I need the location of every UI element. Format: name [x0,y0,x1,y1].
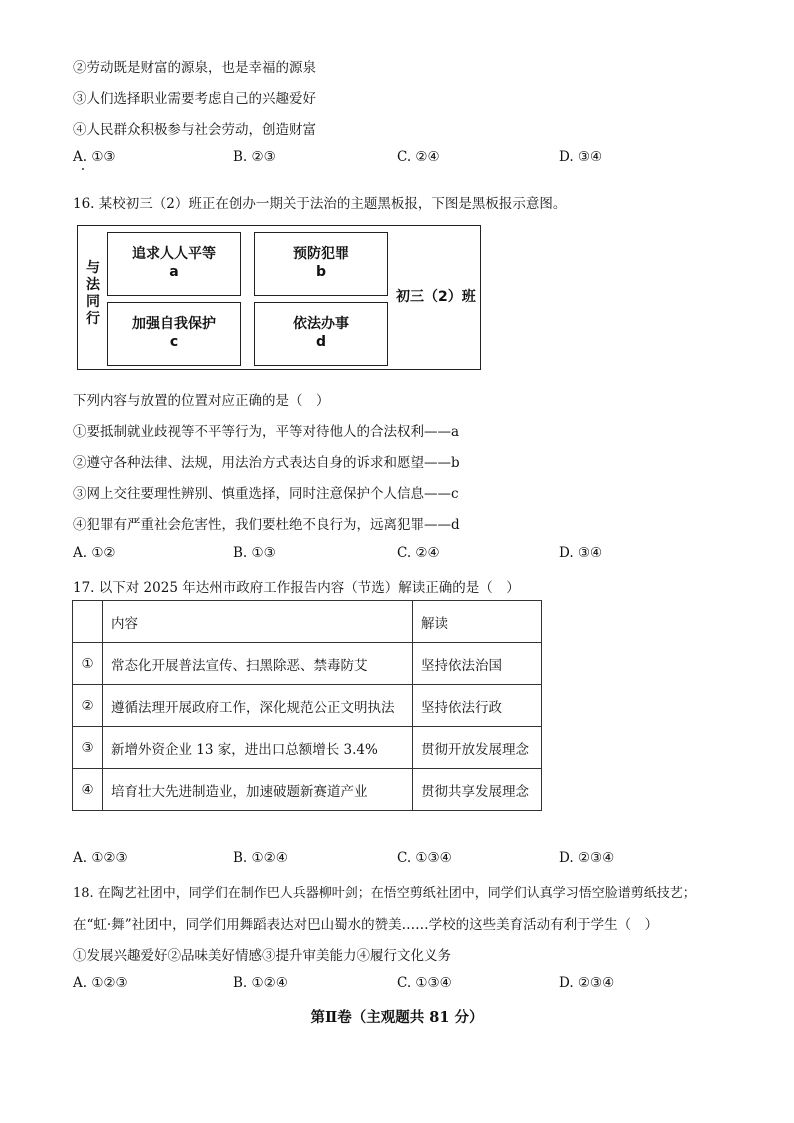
q15-option-c[interactable]: C. ②④ [397,149,440,165]
board-cell-key: c [169,334,179,350]
q16-option-b[interactable]: B. ①③ [233,545,276,561]
blackboard-diagram [77,225,481,370]
report-table [72,600,542,811]
q15-item-2: ②劳动既是财富的源泉，也是幸福的源泉 [73,60,316,76]
row-num: ④ [73,769,103,811]
q15-options [73,149,723,169]
row-interp: 贯彻开放发展理念 [413,727,542,769]
q18-option-c[interactable]: C. ①③④ [397,975,452,991]
q16-item-3: ③网上交往要理性辨别、慎重选择，同时注意保护个人信息——c [73,486,459,502]
board-title-char: 行 [86,311,100,327]
q15-option-d[interactable]: D. ③④ [559,149,603,165]
board-cell-d [254,302,388,366]
q17-option-a[interactable]: A. ①②③ [73,850,128,866]
board-cell-title: 预防犯罪 [293,246,349,262]
table-row [73,643,542,685]
board-cell-title: 依法办事 [293,316,349,332]
q16-option-a[interactable]: A. ①② [73,545,116,561]
row-interp: 坚持依法治国 [413,643,542,685]
row-content: 遵循法理开展政府工作，深化规范公正文明执法 [103,685,413,727]
board-cell-a [107,232,241,296]
row-content: 培育壮大先进制造业，加速破题新赛道产业 [103,769,413,811]
q15-option-a[interactable]: A. ①③ [73,149,116,165]
row-num: ③ [73,727,103,769]
row-interp: 坚持依法行政 [413,685,542,727]
q16-option-d[interactable]: D. ③④ [559,545,603,561]
q18-items: ①发展兴趣爱好②品味美好情感③提升审美能力④履行文化义务 [73,948,451,964]
q18-option-b[interactable]: B. ①②④ [233,975,288,991]
board-cell-c [107,302,241,366]
row-num: ① [73,643,103,685]
q16-item-4: ④犯罪有严重社会危害性，我们要杜绝不良行为，远离犯罪——d [73,517,460,533]
q18-stem-line1: 18. 在陶艺社团中，同学们在制作巴人兵器柳叶剑；在悟空剪纸社团中，同学们认真学习悟空脸谱剪纸技艺； [73,886,696,901]
q17-options [73,850,723,870]
q16-options [73,545,723,565]
board-title-char: 同 [86,294,100,310]
row-num: ② [73,685,103,727]
table-row [73,727,542,769]
table-header-row [73,601,542,643]
q16-stem: 16. 某校初三（2）班正在创办一期关于法治的主题黑板报，下图是黑板报示意图。 [73,196,567,212]
table-header-interp: 解读 [413,601,542,643]
board-cell-title: 追求人人平等 [132,246,216,262]
table-header-num [73,601,103,643]
board-class-label: 初三（2）班 [396,289,476,305]
table-row [73,769,542,811]
table-row [73,685,542,727]
q18-option-a[interactable]: A. ①②③ [73,975,128,991]
q16-question: 下列内容与放置的位置对应正确的是（ ） [73,393,330,409]
q16-option-c[interactable]: C. ②④ [397,545,440,561]
q16-item-1: ①要抵制就业歧视等不平等行为，平等对待他人的合法权利——a [73,424,460,440]
q18-option-d[interactable]: D. ②③④ [559,975,615,991]
q17-option-b[interactable]: B. ①②④ [233,850,288,866]
stray-dot [82,168,84,170]
board-cell-b [254,232,388,296]
q17-option-d[interactable]: D. ②③④ [559,850,615,866]
q17-option-c[interactable]: C. ①③④ [397,850,452,866]
row-interp: 贯彻共享发展理念 [413,769,542,811]
q17-stem: 17. 以下对 2025 年达州市政府工作报告内容（节选）解读正确的是（ ） [73,580,520,596]
row-content: 新增外资企业 13 家，进出口总额增长 3.4% [103,727,413,769]
row-content: 常态化开展普法宣传、扫黑除恶、禁毒防艾 [103,643,413,685]
board-cell-key: b [315,264,327,280]
section-title: 第Ⅱ卷（主观题共 81 分） [310,1009,484,1026]
board-cell-title: 加强自我保护 [132,316,216,332]
table-header-content: 内容 [103,601,413,643]
board-vertical-title [84,260,102,328]
board-title-char: 法 [86,277,100,293]
q15-option-b[interactable]: B. ②③ [233,149,276,165]
q15-item-3: ③人们选择职业需要考虑自己的兴趣爱好 [73,91,316,107]
q18-stem-line2: 在“虹·舞”社团中，同学们用舞蹈表达对巴山蜀水的赞美……学校的这些美育活动有利于学生（ ） [73,917,659,933]
q16-item-2: ②遵守各种法律、法规，用法治方式表达自身的诉求和愿望——b [73,455,460,471]
board-cell-key: a [169,264,179,280]
q15-item-4: ④人民群众积极参与社会劳动，创造财富 [73,122,316,138]
q18-options [73,975,723,995]
board-title-char: 与 [86,260,100,276]
board-cell-key: d [315,334,327,350]
